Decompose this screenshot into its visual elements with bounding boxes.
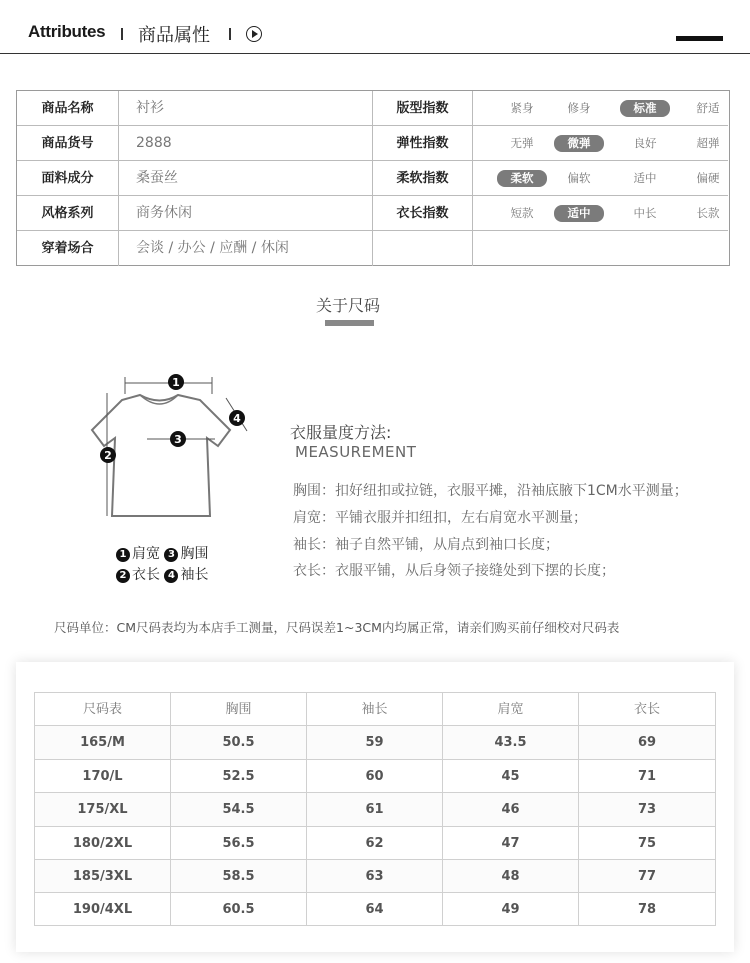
size-cell: 50.5	[171, 726, 307, 759]
size-table-row	[35, 793, 715, 826]
size-table-row	[35, 726, 715, 759]
size-cell: 78	[637, 902, 657, 918]
svg-text:1: 1	[172, 376, 180, 389]
index-label: 柔软指数	[373, 161, 473, 196]
index-option: 短款	[510, 206, 534, 220]
size-cell: 47	[443, 827, 579, 860]
size-cell: 60.5	[171, 893, 307, 926]
size-cell: 75	[637, 835, 657, 851]
index-option: 舒适	[696, 101, 720, 115]
legend-length: 衣长	[132, 567, 160, 583]
index-option-selected: 柔软	[497, 170, 547, 187]
size-header-cell: 尺码表	[35, 693, 171, 726]
index-option: 中长	[633, 206, 657, 220]
attributes-table	[16, 90, 730, 266]
size-cell: 185/3XL	[35, 860, 171, 893]
page-header	[0, 0, 750, 56]
size-cell: 56.5	[171, 827, 307, 860]
size-cell: 165/M	[35, 726, 171, 759]
legend-line-1	[116, 543, 208, 563]
size-cell: 180/2XL	[35, 827, 171, 860]
attribute-row	[17, 126, 728, 161]
attribute-label: 面料成分	[17, 161, 119, 196]
svg-text:2: 2	[104, 449, 112, 462]
size-cell: 58.5	[171, 860, 307, 893]
index-scale	[473, 161, 728, 196]
size-table-header	[35, 693, 715, 726]
size-table	[34, 692, 716, 926]
method-sleeve: 袖长：袖子自然平铺，从肩点到袖口长度；	[293, 537, 559, 553]
legend-shoulder: 肩宽	[132, 546, 160, 562]
size-cell: 45	[443, 760, 579, 793]
index-option: 紧身	[510, 101, 534, 115]
size-cell: 73	[637, 802, 657, 818]
attribute-row	[17, 231, 728, 266]
size-cell: 59	[307, 726, 443, 759]
index-option: 修身	[567, 101, 591, 115]
size-cell: 62	[307, 827, 443, 860]
measurement-method-title: 衣服量度方法:	[290, 423, 392, 442]
size-section-title: 关于尺码	[316, 296, 381, 315]
size-cell: 60	[307, 760, 443, 793]
legend-chest: 胸围	[180, 546, 209, 562]
attribute-value: 会谈 / 办公 / 应酬 / 休闲	[119, 231, 373, 266]
index-option-selected: 微弹	[554, 135, 604, 152]
size-cell: 46	[443, 793, 579, 826]
size-table-row	[35, 860, 715, 893]
play-circle-icon	[246, 26, 262, 42]
attribute-row	[17, 91, 728, 126]
size-cell: 54.5	[171, 793, 307, 826]
attribute-value: 2888	[119, 126, 373, 161]
index-scale	[473, 91, 728, 126]
index-scale	[473, 196, 728, 231]
attribute-label: 商品货号	[17, 126, 119, 161]
size-header-cell: 衣长	[633, 702, 660, 717]
size-table-row	[35, 827, 715, 860]
size-cell: 77	[637, 869, 657, 884]
badge-2: 2	[116, 569, 130, 583]
index-option-selected: 标准	[620, 100, 670, 117]
method-length: 衣长：衣服平铺，从后身领子接缝处到下摆的长度；	[293, 563, 615, 579]
size-header-cell: 胸围	[171, 693, 307, 726]
svg-text:3: 3	[174, 433, 182, 446]
size-table-panel	[16, 662, 734, 952]
size-table-row	[35, 893, 715, 926]
header-rule	[0, 53, 750, 54]
size-unit-note: 尺码单位：CM尺码表均为本店手工测量，尺码误差1~3CM内均属正常，请亲们购买前仔细校对尺码表	[54, 620, 620, 635]
method-shoulder: 肩宽：平铺衣服并扣纽扣，左右肩宽水平测量；	[293, 510, 587, 526]
legend-sleeve: 袖长	[180, 567, 209, 583]
size-cell: 175/XL	[35, 793, 171, 826]
size-cell: 49	[443, 893, 579, 926]
section-title-underline	[325, 320, 374, 326]
index-label	[373, 231, 473, 266]
size-cell: 170/L	[35, 760, 171, 793]
size-cell: 52.5	[171, 760, 307, 793]
index-option: 超弹	[696, 136, 720, 150]
svg-text:4: 4	[233, 412, 241, 425]
legend-line-2	[116, 564, 208, 584]
attribute-value: 商务休闲	[119, 196, 373, 231]
attribute-label: 穿着场合	[17, 231, 119, 266]
size-cell: 71	[637, 768, 657, 784]
size-cell: 63	[307, 860, 443, 893]
size-cell: 61	[307, 793, 443, 826]
size-header-cell: 袖长	[307, 693, 443, 726]
index-option: 偏软	[567, 171, 591, 185]
index-label: 版型指数	[373, 91, 473, 126]
index-label: 弹性指数	[373, 126, 473, 161]
measurement-subtitle: MEASUREMENT	[295, 443, 417, 461]
size-table-row	[35, 760, 715, 793]
title-divider	[121, 28, 123, 40]
header-accent-bar	[676, 36, 723, 41]
size-header-cell: 肩宽	[443, 693, 579, 726]
attribute-value: 衬衫	[119, 91, 373, 126]
index-option: 无弹	[510, 136, 534, 150]
badge-4: 4	[164, 569, 178, 583]
attribute-label: 风格系列	[17, 196, 119, 231]
index-label: 衣长指数	[373, 196, 473, 231]
index-option: 适中	[633, 171, 657, 185]
size-cell: 69	[637, 735, 657, 751]
badge-3: 3	[164, 548, 178, 562]
title-divider	[229, 28, 231, 40]
index-option: 良好	[633, 136, 657, 150]
badge-1: 1	[116, 548, 130, 562]
attributes-title-cn: 商品属性	[138, 25, 210, 46]
index-option-selected: 适中	[554, 205, 604, 222]
size-cell: 48	[443, 860, 579, 893]
attribute-row	[17, 161, 728, 196]
attribute-row	[17, 196, 728, 231]
size-cell: 43.5	[443, 726, 579, 759]
index-scale	[473, 231, 728, 266]
attributes-title-en: Attributes	[28, 22, 106, 41]
method-chest: 胸围：扣好纽扣或拉链，衣服平摊，沿袖底腋下1CM水平测量；	[293, 483, 688, 499]
index-scale	[473, 126, 728, 161]
index-option: 长款	[696, 206, 720, 220]
size-cell: 190/4XL	[35, 893, 171, 926]
attribute-value: 桑蚕丝	[119, 161, 373, 196]
attribute-label: 商品名称	[17, 91, 119, 126]
size-cell: 64	[307, 893, 443, 926]
tshirt-measure-diagram	[90, 368, 260, 528]
index-option: 偏硬	[696, 171, 720, 185]
